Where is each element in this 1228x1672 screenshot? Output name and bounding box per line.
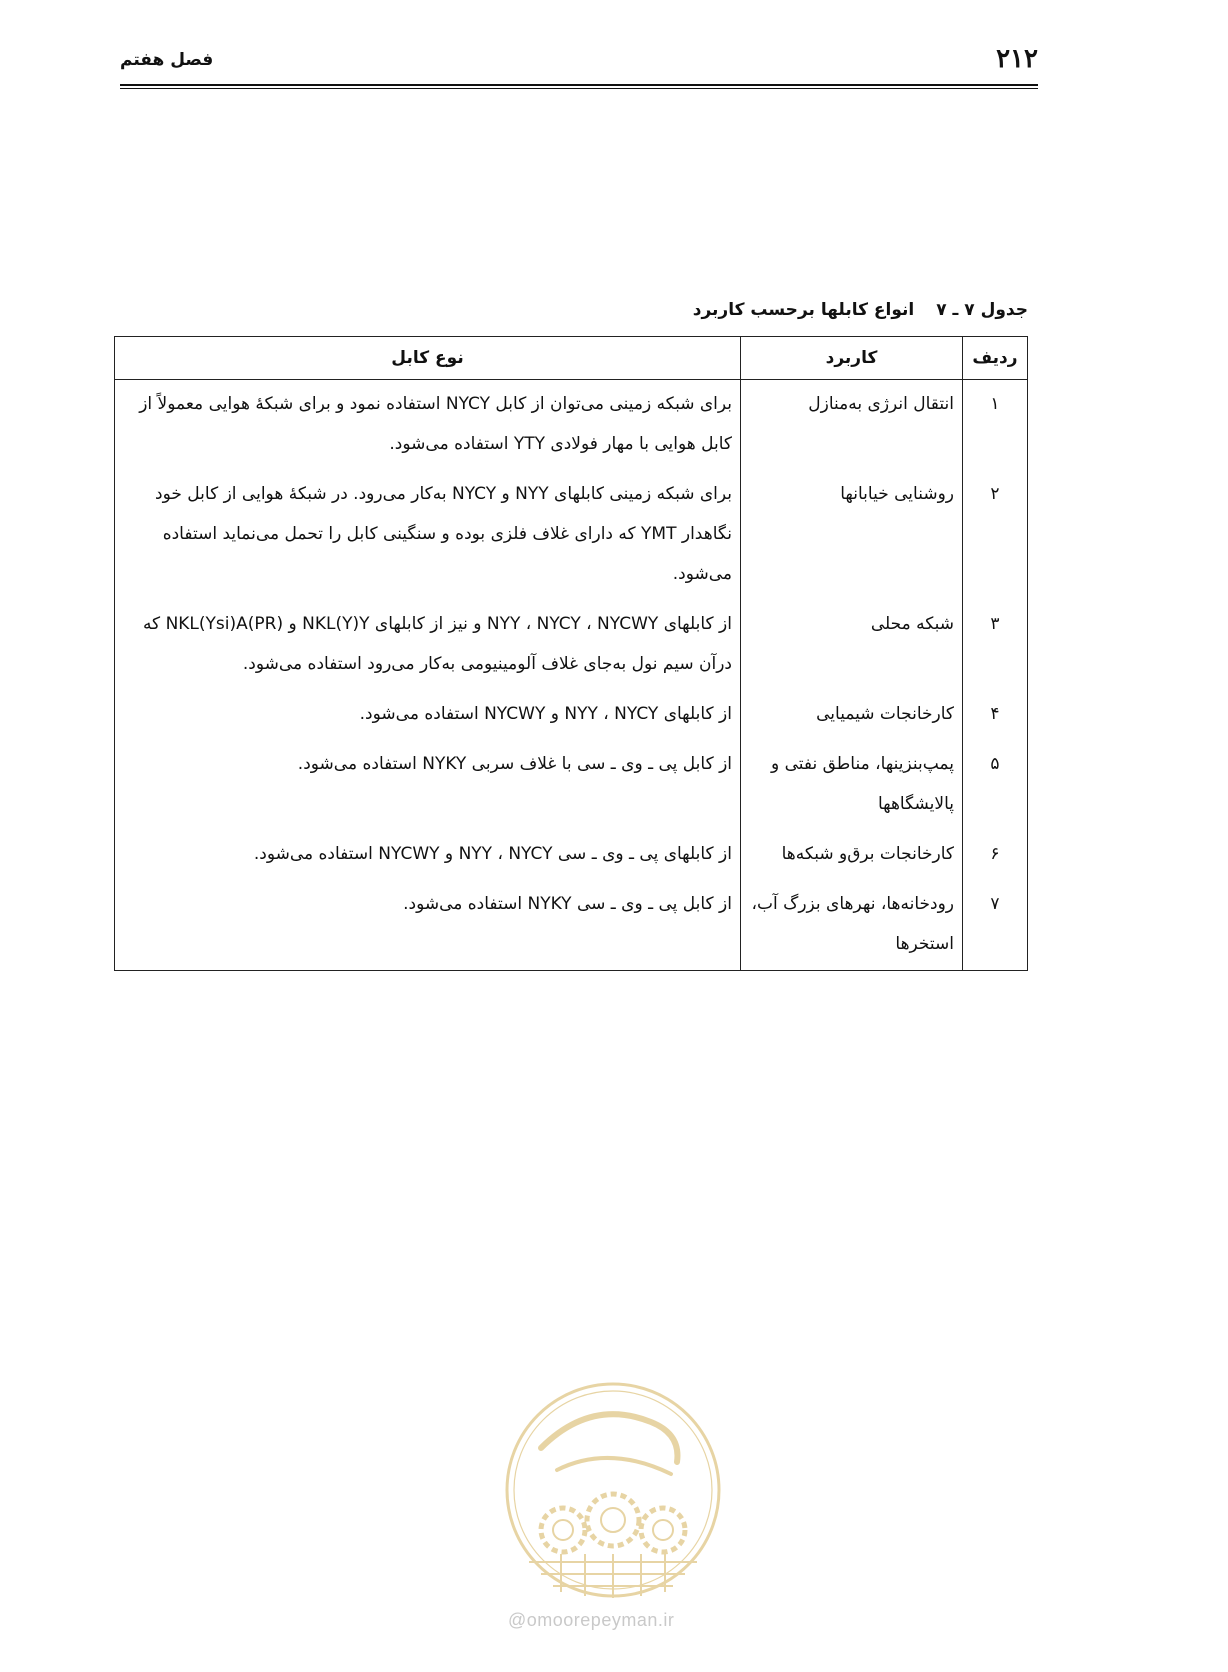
watermark-calligraphy-stroke (541, 1414, 677, 1462)
cell-row-number: ۲ (963, 470, 1028, 600)
table-header-row (115, 337, 1028, 380)
cell-cable-type: از کابلهای NYY ، NYCY و NYCWY استفاده می‌شود. (115, 690, 741, 740)
table-row (115, 600, 1028, 690)
page-number: ۲۱۲ (996, 44, 1038, 74)
chapter-title: فصل هفتم (120, 50, 214, 70)
table-row (115, 880, 1028, 971)
cell-row-number: ۶ (963, 830, 1028, 880)
cell-row-number: ۵ (963, 740, 1028, 830)
table-row (115, 380, 1028, 471)
table-row (115, 740, 1028, 830)
watermark-url: @omoorepeyman.ir (508, 1610, 675, 1630)
header-rule (120, 84, 1038, 86)
table-row (115, 830, 1028, 880)
cell-row-number: ۳ (963, 600, 1028, 690)
header-cable-type: نوع کابل (115, 337, 741, 380)
header-application: کاربرد (741, 337, 963, 380)
cell-cable-type: برای شبکه زمینی کابلهای NYY و NYCY به‌کار می‌رود. در شبکهٔ هوایی از کابل خود نگاهدار YMT که دارای غلاف فلزی بوده و سنگینی کابل را تحمل می‌نماید استفاده می‌شود. (115, 470, 741, 600)
cell-cable-type: از کابلهای پی ـ وی ـ سی NYY ، NYCY و NYCWY استفاده می‌شود. (115, 830, 741, 880)
cell-cable-type: از کابلهای NYY ، NYCY ، NYCWY و نیز از کابلهای NKL(Y)Y و NKL(Ysi)A(PR) که درآن سیم نول به‌جای غلاف آلومینیومی به‌کار می‌رود استفاده می‌شود. (115, 600, 741, 690)
cell-cable-type: برای شبکه زمینی می‌توان از کابل NYCY استفاده نمود و برای شبکهٔ هوایی معمولاً از کابل هوایی با مهار فولادی YTY استفاده می‌شود. (115, 380, 741, 471)
table-row (115, 470, 1028, 600)
watermark-logo (501, 1378, 725, 1602)
cell-row-number: ۴ (963, 690, 1028, 740)
cable-types-table (114, 336, 1028, 971)
table-row (115, 690, 1028, 740)
table-caption (693, 300, 1028, 320)
header-rule-thin (120, 88, 1038, 89)
cell-application: پمپ‌بنزینها، مناطق نفتی و پالایشگاهها (741, 740, 963, 830)
cell-application: انتقال انرژی به‌منازل (741, 380, 963, 471)
header-row-number: ردیف (963, 337, 1028, 380)
cell-application: شبکه محلی (741, 600, 963, 690)
cell-application: رودخانه‌ها، نهرهای بزرگ آب، استخرها (741, 880, 963, 971)
gear-icon (587, 1494, 639, 1546)
cell-cable-type: از کابل پی ـ وی ـ سی NYKY استفاده می‌شود. (115, 880, 741, 971)
cell-row-number: ۷ (963, 880, 1028, 971)
watermark-grid (529, 1554, 697, 1598)
gear-icon (541, 1508, 585, 1552)
cell-application: کارخانجات شیمیایی (741, 690, 963, 740)
table-caption-number: جدول ۷ ـ ۷ (936, 300, 1028, 320)
cell-row-number: ۱ (963, 380, 1028, 471)
page-header (120, 40, 1038, 80)
cell-cable-type: از کابل پی ـ وی ـ سی با غلاف سربی NYKY استفاده می‌شود. (115, 740, 741, 830)
gear-icon (641, 1508, 685, 1552)
cell-application: روشنایی خیابانها (741, 470, 963, 600)
cell-application: کارخانجات برق‌و شبکه‌ها (741, 830, 963, 880)
table-caption-title: انواع کابلها برحسب کاربرد (692, 300, 915, 320)
